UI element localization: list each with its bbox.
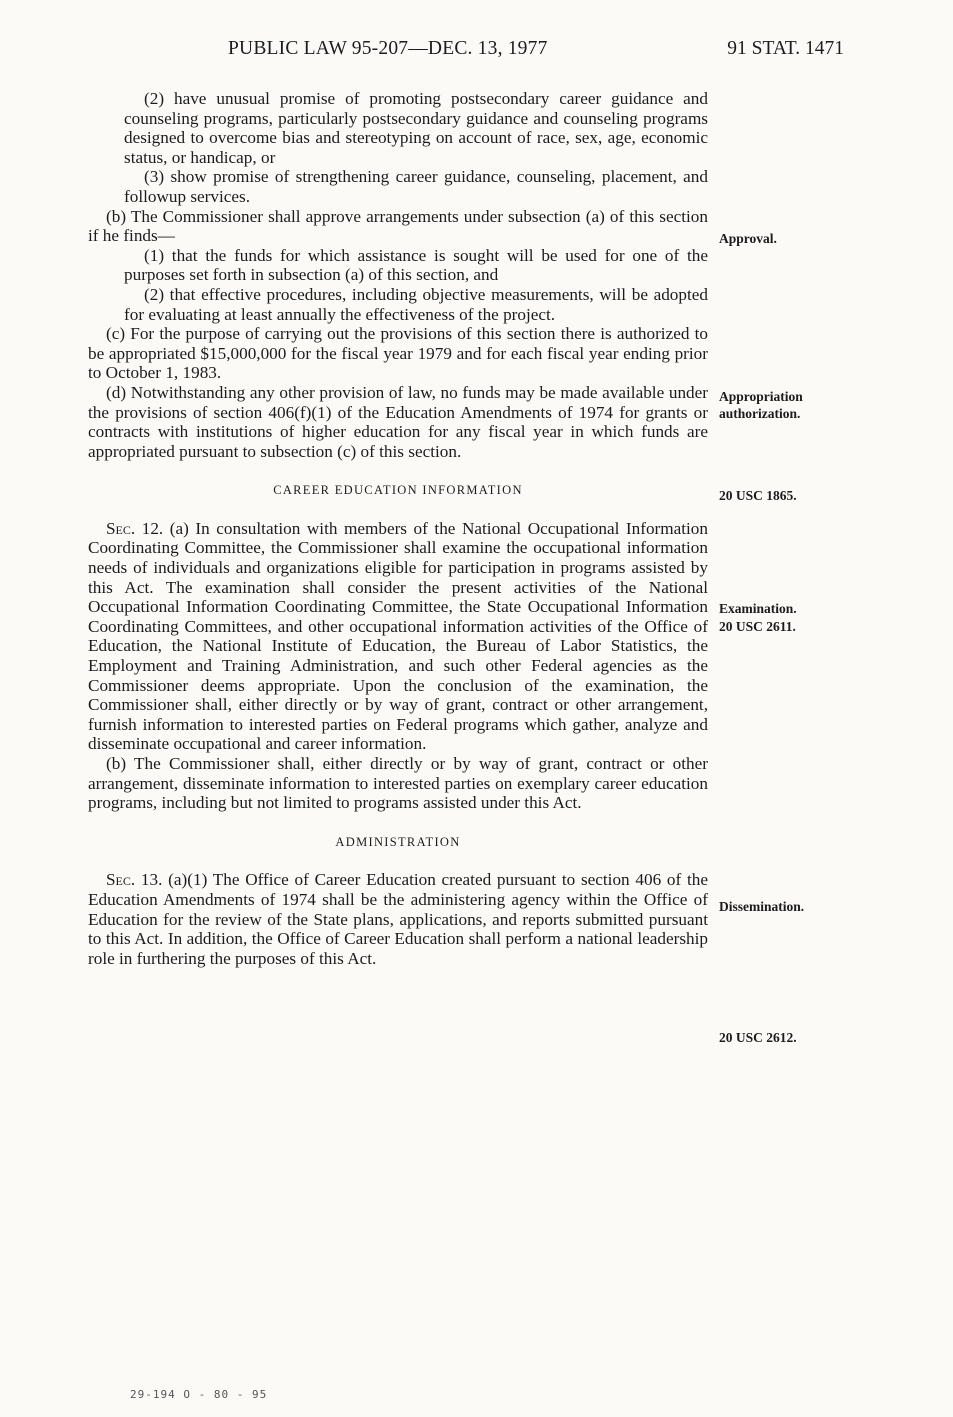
margin-note-approval: Approval. (719, 231, 777, 246)
margin-note-appropriation: Appropriation (719, 389, 803, 404)
section-12-b: (b) The Commissioner shall, either directly or by way of grant, contract or other arrangement, disseminate information to interested parties on exemplary career education programs, including but not limited to programs assisted under this Act. (88, 754, 708, 813)
running-head: PUBLIC LAW 95-207—DEC. 13, 1977 (228, 38, 548, 59)
paragraph-b1: (1) that the funds for which assistance is sought will be used for one of the purposes set forth in subsection (a) of this section, and (124, 245, 708, 285)
paragraph-a3: (3) show promise of strengthening career guidance, counseling, placement, and followup services. (124, 167, 708, 206)
statute-reference: 91 STAT. 1471 (727, 38, 844, 59)
section-12-label: Sec. 12. (106, 518, 164, 538)
margin-note-usc-2612: 20 USC 2612. (719, 1030, 797, 1045)
paragraph-b: (b) The Commissioner shall approve arrangements under subsection (a) of this section if he finds— (88, 206, 708, 246)
section-13-label: Sec. 13. (106, 870, 163, 890)
paragraph-b2: (2) that effective procedures, including objective measurements, will be adopted for evaluating at least annually the effectiveness of the project. (124, 284, 708, 324)
paragraph-d: (d) Notwithstanding any other provision of law, no funds may be made available under the provisions of section 406(f)(1) of the Education Amendments of 1974 for grants or contracts with institutions of higher education for any fiscal year in which funds are appropriated pursuant to subsection (c) of this section. (88, 382, 708, 461)
margin-note-authorization: authorization. (719, 406, 801, 421)
margin-note-dissemination: Dissemination. (719, 899, 805, 914)
section-12-a-text: (a) In consultation with members of the National Occupational Information Coordinating Committee, the Commissioner shall examine the occupational information needs of individuals and organizations eligible for participation in programs assisted by this Act. The examination shall consider the present activities of the National Occupational Information Coordinating Committee, the State Occupational Information Coordinating Committees, and other occupational information activities of the Office of Education, the National Institute of Education, the Bureau of Labor Statistics, the Employment and Training Administration, and such other Federal agencies as the Commissioner deems appropriate. Upon the conclusion of the examination, the Commissioner shall, either directly or by way of grant, contract or other arrangement, furnish information to interested parties on Federal programs which gather, analyze and disseminate occupational and career information. (88, 518, 708, 754)
margin-note-usc-1865: 20 USC 1865. (719, 488, 797, 503)
print-code: 29-194 O - 80 - 95 (130, 1388, 268, 1401)
page-header (0, 38, 953, 68)
margin-note-examination: Examination. (719, 601, 797, 616)
section-13-a (88, 870, 708, 968)
body-text (88, 89, 708, 968)
section-13-heading: ADMINISTRATION (335, 834, 461, 849)
section-13-a-text: (a)(1) The Office of Career Education created pursuant to section 406 of the Education Amendments of 1974 shall be the administering agency within the Office of Education for the review of the State plans, applications, and reports submitted pursuant to this Act. In addition, the Office of Career Education shall perform a national leadership role in furthering the purposes of this Act. (88, 870, 708, 968)
paragraph-c: (c) For the purpose of carrying out the provisions of this section there is authorized to be appropriated $15,000,000 for the fiscal year 1979 and for each fiscal year ending prior to October 1, 1983. (88, 324, 708, 383)
paragraph-a2: (2) have unusual promise of promoting postsecondary career guidance and counseling programs, particularly postsecondary guidance and counseling programs designed to overcome bias and stereotyping on account of race, sex, age, economic status, or handicap, or (124, 89, 708, 167)
section-12-a (88, 519, 708, 754)
section-12-heading: CAREER EDUCATION INFORMATION (273, 483, 523, 498)
margin-note-usc-2611: 20 USC 2611. (719, 619, 796, 634)
